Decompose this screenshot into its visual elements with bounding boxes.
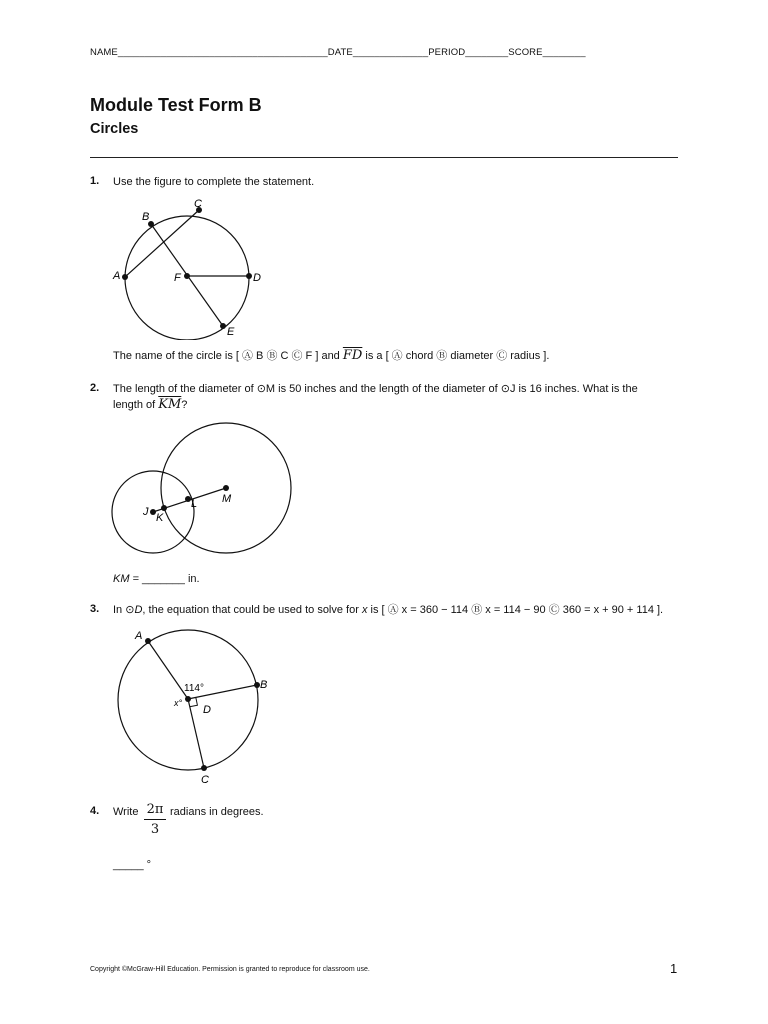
label-K: K <box>156 512 164 524</box>
question-2-line-2 <box>113 397 683 413</box>
page-subtitle: Circles <box>90 121 139 137</box>
point-A <box>122 274 128 280</box>
question-2-figure <box>108 418 298 563</box>
question-3-number: 3. <box>90 603 100 615</box>
segment-FD-label: $\overline{FD}$ <box>342 348 363 363</box>
label-C: C <box>201 774 209 786</box>
page-title: Module Test Form B <box>90 95 262 115</box>
q3-text-pre: In ⊙ <box>113 604 135 616</box>
q3-variable: x <box>361 604 368 616</box>
point-F <box>184 273 190 279</box>
copyright-footer: Copyright ©McGraw-Hill Education. Permission is granted to reproduce for classroom use. <box>90 966 370 973</box>
student-info-header: NAME_______________________________________DATE______________PERIOD________SCORE________ <box>90 47 586 58</box>
question-2-answer <box>113 571 200 587</box>
label-C: C <box>194 198 202 210</box>
question-3-text <box>113 602 663 618</box>
degree-symbol: ° <box>146 859 152 871</box>
point-K <box>161 505 167 511</box>
label-F: F <box>174 272 181 284</box>
fraction-denominator: 3 <box>150 822 160 837</box>
question-2-line-2-post: ? <box>181 399 188 411</box>
question-1-statement <box>113 348 549 364</box>
question-2-text <box>113 381 683 413</box>
segment-KM-label: $\overline{KM}$ <box>158 397 182 412</box>
answer-blank[interactable]: _______ <box>142 573 185 585</box>
page-number: 1 <box>670 961 678 976</box>
label-A: A <box>113 270 121 282</box>
q3-text-mid: , the equation that could be used to solve for <box>142 604 359 616</box>
point-D <box>185 696 191 702</box>
label-L: L <box>191 498 198 510</box>
label-E: E <box>227 326 235 338</box>
point-M <box>223 485 229 491</box>
point-D <box>246 273 252 279</box>
question-4-write: Write <box>113 806 139 818</box>
question-4-fraction <box>144 800 166 839</box>
answer-blank[interactable]: _____ <box>113 859 144 871</box>
angle-x-label: x° <box>174 698 183 708</box>
question-2-line-2-pre: length of <box>113 399 156 411</box>
q3-circle-name: D <box>134 604 143 616</box>
question-1-number: 1. <box>90 175 100 187</box>
answer-label: KM = <box>113 573 139 585</box>
radius-DC <box>188 699 204 768</box>
answer-unit: in. <box>187 573 200 585</box>
fraction-numerator: 2π <box>144 800 166 820</box>
label-M: M <box>222 493 232 505</box>
label-D: D <box>203 704 211 716</box>
question-2-line-1: The length of the diameter of ⊙M is 50 inches and the length of the diameter of ⊙J is 16 inches. What is the <box>113 383 638 395</box>
question-1-figure <box>110 195 280 340</box>
point-C <box>201 765 207 771</box>
q3-choices: is [ Ⓐ x = 360 − 114 Ⓑ x = 114 − 90 Ⓒ 360 = x + 90 + 114 ]. <box>370 604 664 616</box>
question-4-answer <box>113 857 151 873</box>
title-divider <box>90 157 678 158</box>
question-3-figure <box>110 625 280 787</box>
label-B: B <box>260 679 268 691</box>
question-4-tail: radians in degrees. <box>170 806 264 818</box>
question-1-prompt: Use the figure to complete the statement. <box>113 176 315 188</box>
question-2-number: 2. <box>90 382 100 394</box>
question-4-number: 4. <box>90 805 100 817</box>
label-A: A <box>135 630 143 642</box>
point-A <box>145 638 151 644</box>
statement-part-2: is a [ Ⓐ chord Ⓑ diameter Ⓒ radius ]. <box>365 350 550 362</box>
label-D: D <box>253 272 261 284</box>
angle-114-label: 114° <box>184 683 204 694</box>
point-E <box>220 323 226 329</box>
label-B: B <box>142 211 150 223</box>
radius-DA <box>148 641 188 699</box>
label-J: J <box>143 506 149 518</box>
statement-part-1: The name of the circle is [ Ⓐ B Ⓑ C Ⓒ F ] and <box>113 350 340 362</box>
